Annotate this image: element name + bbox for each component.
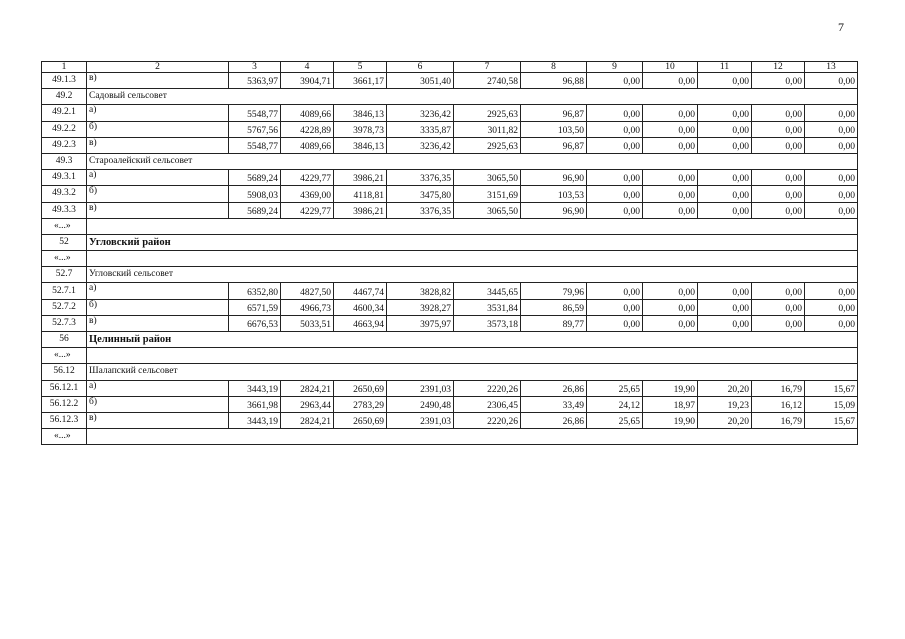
empty-cell	[87, 429, 858, 445]
row-subitem: в)	[87, 137, 229, 153]
column-header: 7	[454, 62, 521, 73]
value-cell: 2391,03	[387, 380, 454, 396]
value-cell: 19,90	[643, 380, 698, 396]
value-cell: 2391,03	[387, 412, 454, 428]
row-code: 49.3.3	[42, 202, 87, 218]
row-subitem: б)	[87, 299, 229, 315]
table-row	[42, 186, 858, 202]
value-cell: 0,00	[587, 283, 643, 299]
row-subitem: а)	[87, 170, 229, 186]
ellipsis-marker: «...»	[42, 348, 87, 364]
value-cell: 0,00	[752, 283, 805, 299]
row-subitem: в)	[87, 202, 229, 218]
table-row	[42, 121, 858, 137]
page-number: 7	[838, 20, 844, 34]
row-code: 49.3.2	[42, 186, 87, 202]
value-cell: 0,00	[752, 121, 805, 137]
value-cell: 3335,87	[387, 121, 454, 137]
value-cell: 2824,21	[281, 412, 334, 428]
column-header: 4	[281, 62, 334, 73]
value-cell: 3904,71	[281, 73, 334, 89]
row-subitem: в)	[87, 73, 229, 89]
value-cell: 20,20	[698, 380, 752, 396]
value-cell: 2490,48	[387, 396, 454, 412]
table-row	[42, 170, 858, 186]
value-cell: 4663,94	[334, 315, 387, 331]
value-cell: 0,00	[698, 73, 752, 89]
value-cell: 0,00	[698, 299, 752, 315]
value-cell: 4467,74	[334, 283, 387, 299]
row-code: 49.3.1	[42, 170, 87, 186]
value-cell: 3928,27	[387, 299, 454, 315]
section-row	[42, 332, 858, 348]
value-cell: 15,09	[805, 396, 858, 412]
table-row	[42, 315, 858, 331]
value-cell: 0,00	[587, 299, 643, 315]
value-cell: 0,00	[643, 121, 698, 137]
value-cell: 3443,19	[229, 412, 281, 428]
value-cell: 6571,59	[229, 299, 281, 315]
value-cell: 3445,65	[454, 283, 521, 299]
value-cell: 25,65	[587, 412, 643, 428]
value-cell: 2824,21	[281, 380, 334, 396]
value-cell: 0,00	[587, 121, 643, 137]
value-cell: 3051,40	[387, 73, 454, 89]
value-cell: 15,67	[805, 412, 858, 428]
value-cell: 0,00	[643, 170, 698, 186]
value-cell: 0,00	[698, 137, 752, 153]
value-cell: 0,00	[698, 283, 752, 299]
value-cell: 16,79	[752, 380, 805, 396]
value-cell: 3475,80	[387, 186, 454, 202]
table-body	[42, 62, 858, 445]
value-cell: 96,87	[521, 137, 587, 153]
value-cell: 5767,56	[229, 121, 281, 137]
value-cell: 0,00	[805, 73, 858, 89]
row-code: 56.12	[42, 364, 87, 380]
group-title: Садовый сельсовет	[87, 89, 858, 105]
row-code: 49.2.3	[42, 137, 87, 153]
group-row	[42, 153, 858, 169]
row-code: 52.7.1	[42, 283, 87, 299]
row-subitem: в)	[87, 412, 229, 428]
value-cell: 0,00	[752, 186, 805, 202]
column-header: 8	[521, 62, 587, 73]
ellipsis-row	[42, 348, 858, 364]
row-code: 56	[42, 332, 87, 348]
value-cell: 4089,66	[281, 137, 334, 153]
value-cell: 0,00	[752, 73, 805, 89]
value-cell: 20,20	[698, 412, 752, 428]
row-code: 56.12.3	[42, 412, 87, 428]
group-title: Угловский сельсовет	[87, 267, 858, 283]
row-code: 49.2.1	[42, 105, 87, 121]
section-row	[42, 234, 858, 250]
row-subitem: б)	[87, 396, 229, 412]
value-cell: 3986,21	[334, 170, 387, 186]
group-title: Староалейский сельсовет	[87, 153, 858, 169]
value-cell: 5689,24	[229, 170, 281, 186]
row-code: 56.12.2	[42, 396, 87, 412]
value-cell: 2220,26	[454, 380, 521, 396]
value-cell: 0,00	[805, 121, 858, 137]
value-cell: 16,12	[752, 396, 805, 412]
table-row	[42, 380, 858, 396]
value-cell: 103,53	[521, 186, 587, 202]
value-cell: 6352,80	[229, 283, 281, 299]
value-cell: 2925,63	[454, 137, 521, 153]
value-cell: 24,12	[587, 396, 643, 412]
value-cell: 3151,69	[454, 186, 521, 202]
value-cell: 19,23	[698, 396, 752, 412]
row-subitem: б)	[87, 121, 229, 137]
value-cell: 3661,17	[334, 73, 387, 89]
value-cell: 0,00	[643, 315, 698, 331]
value-cell: 15,67	[805, 380, 858, 396]
value-cell: 4229,77	[281, 170, 334, 186]
row-subitem: в)	[87, 315, 229, 331]
column-header: 5	[334, 62, 387, 73]
value-cell: 96,90	[521, 170, 587, 186]
value-cell: 0,00	[587, 73, 643, 89]
table-row	[42, 137, 858, 153]
empty-cell	[87, 218, 858, 234]
value-cell: 5548,77	[229, 105, 281, 121]
value-cell: 3011,82	[454, 121, 521, 137]
value-cell: 79,96	[521, 283, 587, 299]
column-header: 6	[387, 62, 454, 73]
value-cell: 89,77	[521, 315, 587, 331]
row-subitem: а)	[87, 380, 229, 396]
value-cell: 4600,34	[334, 299, 387, 315]
value-cell: 3661,98	[229, 396, 281, 412]
value-cell: 0,00	[698, 105, 752, 121]
value-cell: 0,00	[805, 202, 858, 218]
value-cell: 2783,29	[334, 396, 387, 412]
value-cell: 0,00	[643, 202, 698, 218]
row-code: 49.1.3	[42, 73, 87, 89]
value-cell: 0,00	[752, 105, 805, 121]
ellipsis-row	[42, 218, 858, 234]
ellipsis-marker: «...»	[42, 251, 87, 267]
value-cell: 2220,26	[454, 412, 521, 428]
value-cell: 0,00	[752, 170, 805, 186]
row-code: 52	[42, 234, 87, 250]
value-cell: 3065,50	[454, 202, 521, 218]
ellipsis-row	[42, 251, 858, 267]
table-row	[42, 283, 858, 299]
table-row	[42, 299, 858, 315]
value-cell: 0,00	[698, 186, 752, 202]
row-subitem: б)	[87, 186, 229, 202]
value-cell: 0,00	[587, 186, 643, 202]
value-cell: 0,00	[643, 137, 698, 153]
row-code: 52.7.2	[42, 299, 87, 315]
value-cell: 96,87	[521, 105, 587, 121]
column-header: 9	[587, 62, 643, 73]
row-code: 52.7	[42, 267, 87, 283]
value-cell: 3065,50	[454, 170, 521, 186]
row-subitem: а)	[87, 105, 229, 121]
value-cell: 25,65	[587, 380, 643, 396]
value-cell: 6676,53	[229, 315, 281, 331]
value-cell: 3975,97	[387, 315, 454, 331]
value-cell: 3236,42	[387, 105, 454, 121]
value-cell: 5548,77	[229, 137, 281, 153]
value-cell: 0,00	[587, 137, 643, 153]
column-header: 10	[643, 62, 698, 73]
value-cell: 103,50	[521, 121, 587, 137]
value-cell: 0,00	[698, 170, 752, 186]
column-header: 3	[229, 62, 281, 73]
value-cell: 0,00	[752, 299, 805, 315]
value-cell: 4118,81	[334, 186, 387, 202]
ellipsis-marker: «...»	[42, 429, 87, 445]
value-cell: 26,86	[521, 412, 587, 428]
table-row	[42, 202, 858, 218]
row-code: 49.3	[42, 153, 87, 169]
value-cell: 3978,73	[334, 121, 387, 137]
ellipsis-marker: «...»	[42, 218, 87, 234]
value-cell: 0,00	[587, 170, 643, 186]
value-cell: 0,00	[805, 283, 858, 299]
value-cell: 96,90	[521, 202, 587, 218]
ellipsis-row	[42, 429, 858, 445]
value-cell: 3443,19	[229, 380, 281, 396]
value-cell: 0,00	[698, 315, 752, 331]
value-cell: 0,00	[752, 202, 805, 218]
table-row	[42, 396, 858, 412]
value-cell: 3828,82	[387, 283, 454, 299]
value-cell: 3986,21	[334, 202, 387, 218]
value-cell: 86,59	[521, 299, 587, 315]
value-cell: 4089,66	[281, 105, 334, 121]
value-cell: 0,00	[752, 315, 805, 331]
section-title: Целинный район	[87, 332, 858, 348]
table-row	[42, 412, 858, 428]
row-code: 56.12.1	[42, 380, 87, 396]
value-cell: 0,00	[805, 186, 858, 202]
value-cell: 2925,63	[454, 105, 521, 121]
value-cell: 0,00	[643, 186, 698, 202]
value-cell: 2963,44	[281, 396, 334, 412]
value-cell: 0,00	[698, 202, 752, 218]
value-cell: 4228,89	[281, 121, 334, 137]
value-cell: 33,49	[521, 396, 587, 412]
group-row	[42, 89, 858, 105]
value-cell: 16,79	[752, 412, 805, 428]
value-cell: 0,00	[643, 299, 698, 315]
value-cell: 2306,45	[454, 396, 521, 412]
section-title: Угловский район	[87, 234, 858, 250]
value-cell: 5689,24	[229, 202, 281, 218]
value-cell: 0,00	[805, 137, 858, 153]
column-header: 13	[805, 62, 858, 73]
value-cell: 2650,69	[334, 412, 387, 428]
value-cell: 2740,58	[454, 73, 521, 89]
group-title: Шалапский сельсовет	[87, 364, 858, 380]
value-cell: 0,00	[698, 121, 752, 137]
group-row	[42, 267, 858, 283]
value-cell: 26,86	[521, 380, 587, 396]
value-cell: 2650,69	[334, 380, 387, 396]
value-cell: 5033,51	[281, 315, 334, 331]
value-cell: 0,00	[805, 299, 858, 315]
table-row	[42, 105, 858, 121]
group-row	[42, 364, 858, 380]
value-cell: 3376,35	[387, 202, 454, 218]
value-cell: 3573,18	[454, 315, 521, 331]
empty-cell	[87, 251, 858, 267]
header-row	[42, 62, 858, 73]
value-cell: 0,00	[643, 283, 698, 299]
value-cell: 0,00	[587, 315, 643, 331]
column-header: 11	[698, 62, 752, 73]
row-code: 49.2.2	[42, 121, 87, 137]
table-row	[42, 73, 858, 89]
value-cell: 0,00	[643, 73, 698, 89]
value-cell: 0,00	[805, 105, 858, 121]
value-cell: 3376,35	[387, 170, 454, 186]
value-cell: 96,88	[521, 73, 587, 89]
empty-cell	[87, 348, 858, 364]
value-cell: 3236,42	[387, 137, 454, 153]
value-cell: 0,00	[805, 315, 858, 331]
value-cell: 0,00	[643, 105, 698, 121]
value-cell: 3531,84	[454, 299, 521, 315]
value-cell: 4229,77	[281, 202, 334, 218]
value-cell: 0,00	[587, 202, 643, 218]
value-cell: 3846,13	[334, 137, 387, 153]
value-cell: 3846,13	[334, 105, 387, 121]
value-cell: 0,00	[587, 105, 643, 121]
value-cell: 18,97	[643, 396, 698, 412]
value-cell: 4827,50	[281, 283, 334, 299]
value-cell: 5363,97	[229, 73, 281, 89]
row-subitem: а)	[87, 283, 229, 299]
tariff-table	[41, 61, 858, 445]
value-cell: 5908,03	[229, 186, 281, 202]
row-code: 52.7.3	[42, 315, 87, 331]
column-header: 12	[752, 62, 805, 73]
value-cell: 0,00	[752, 137, 805, 153]
row-code: 49.2	[42, 89, 87, 105]
value-cell: 4369,00	[281, 186, 334, 202]
value-cell: 0,00	[805, 170, 858, 186]
column-header: 2	[87, 62, 229, 73]
column-header: 1	[42, 62, 87, 73]
value-cell: 19,90	[643, 412, 698, 428]
value-cell: 4966,73	[281, 299, 334, 315]
